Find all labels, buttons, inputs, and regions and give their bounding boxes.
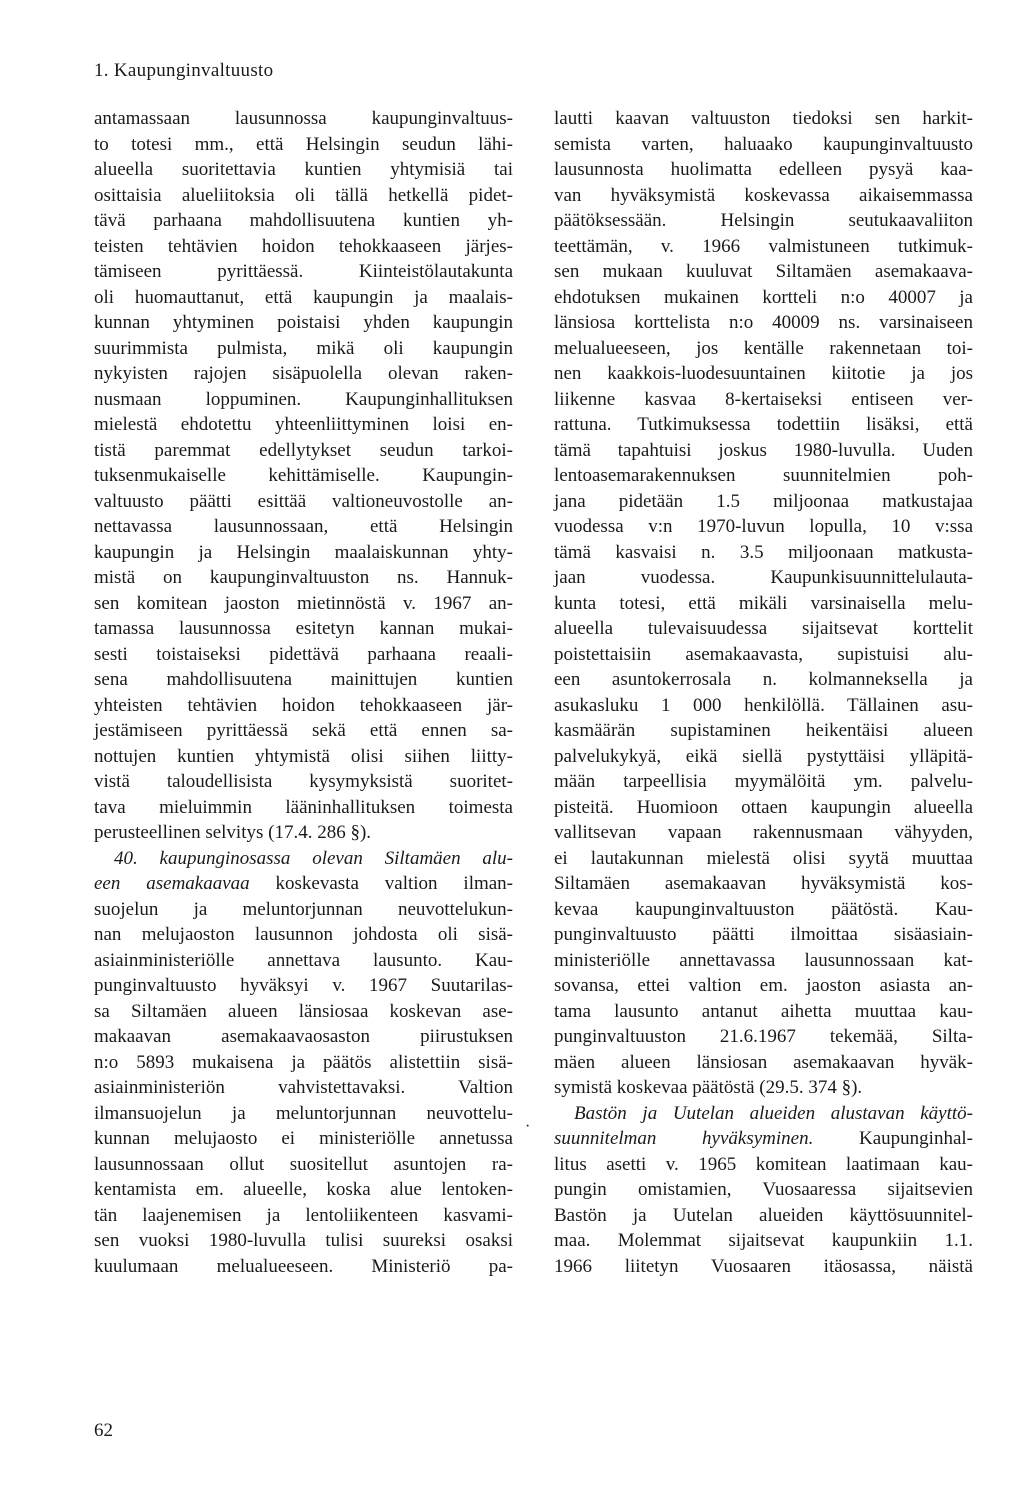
running-head: 1. Kaupunginvaltuusto	[94, 60, 274, 81]
section-number: 40.	[114, 847, 138, 869]
text-line: länsiosa korttelista n:o 40009 ns. varsinaiseen	[554, 312, 973, 333]
text-line: tämä kasvaisi n. 3.5 miljoonaan matkusta-	[554, 541, 973, 563]
text-line: tämä tapahtuisi joskus 1980-luvulla. Uuden	[554, 439, 973, 461]
text-line: mään tarpeellisia myymälöitä ym. palvelu-	[554, 771, 973, 792]
text-line: jaan vuodessa. Kaupunkisuunnittelulauta-	[554, 567, 973, 588]
text-line: sen vuoksi 1980-luvulla tulisi suureksi osaksi	[94, 1230, 513, 1251]
section-heading-line	[94, 846, 513, 872]
section-title: kaupunginosassa olevan Siltamäen alu-	[159, 847, 513, 869]
text-line: kasmäärän supistaminen heikentäisi alueen	[554, 720, 973, 741]
text-line: nykyisten rajojen sisäpuolella olevan raken-	[94, 363, 513, 384]
section-title: een asemakaavaa	[94, 873, 250, 894]
text-line: pisteitä. Huomioon ottaen kaupungin alueella	[554, 796, 973, 818]
text-line: nettavassa lausunnossaan, että Helsingin	[94, 516, 513, 537]
left-column	[94, 106, 513, 1279]
text-line: litus asetti v. 1965 komitean laatimaan kau-	[554, 1153, 973, 1175]
text-line: päätöksessään. Helsingin seutukaavaliiton	[554, 210, 973, 231]
text-line: ei lautakunnan mielestä olisi syytä muuttaa	[554, 847, 973, 869]
text-line: suurimmista pulmista, mikä oli kaupungin	[94, 337, 513, 359]
text-line: rattuna. Tutkimuksessa todettiin lisäksi, että	[554, 414, 973, 435]
text-line: palvelukykyä, eikä siellä pystyttäisi ylläpitä-	[554, 745, 973, 767]
text-line: nan melujaoston lausunnon johdosta oli sisä-	[94, 924, 513, 945]
text-line: kentamista em. alueelle, koska alue lentoken-	[94, 1179, 513, 1200]
text-line: liikenne kasvaa 8-kertaiseksi entiseen ver-	[554, 388, 973, 410]
text-line: tuksenmukaiselle kehittämiselle. Kaupungin-	[94, 465, 513, 486]
page-number: 62	[94, 1420, 113, 1441]
text-line: ehdotuksen mukainen kortteli n:o 40007 ja	[554, 286, 973, 308]
text-line: tistä paremmat edellytykset seudun tarkoi-	[94, 439, 513, 461]
text-line: mielestä ehdotettu yhteenliittyminen loisi en-	[94, 414, 513, 435]
text-line: sesti toistaiseksi pidettävä parhaana reaali-	[94, 643, 513, 665]
text-line: tava mieluimmin lääninhallituksen toimesta	[94, 796, 513, 818]
text-line: punginvaltuusto hyväksyi v. 1967 Suutarilas-	[94, 975, 513, 996]
text-line: vistä taloudellisista kysymyksistä suoritet-	[94, 771, 513, 792]
text-line: n:o 5893 mukaisena ja päätös alistettiin sisä-	[94, 1051, 513, 1073]
text-run: koskevasta valtion ilman-	[275, 873, 514, 894]
section-basto-uutela	[554, 1101, 973, 1280]
text-line: nusmaan loppuminen. Kaupunginhallituksen	[94, 388, 513, 410]
text-line: mistä on kaupunginvaltuuston ns. Hannuk-	[94, 567, 513, 588]
text-line: makaavan asemakaavaosaston piirustuksen	[94, 1026, 513, 1047]
text-line: pungin omistamien, Vuosaaressa sijaitsevien	[554, 1179, 973, 1200]
text-line: sovansa, ettei valtion em. jaoston asiasta an-	[554, 975, 973, 996]
text-line: maa. Molemmat sijaitsevat kaupunkiin 1.1.	[554, 1230, 973, 1251]
text-line: ministeriölle annettavassa lausunnossaan kat-	[554, 949, 973, 971]
text-line: lautti kaavan valtuuston tiedoksi sen harkit-	[554, 108, 973, 129]
text-line: Siltamäen asemakaavan hyväksymistä kos-	[554, 873, 973, 894]
text-line: kunnan yhtyminen poistaisi yhden kaupungin	[94, 312, 513, 333]
text-line: perusteellinen selvitys (17.4. 286 §).	[94, 822, 372, 843]
paragraph-continued	[94, 106, 513, 846]
text-line: jestämiseen pyrittäessä sekä että ennen sa-	[94, 720, 513, 741]
text-line: kunta totesi, että mikäli varsinaisella melu-	[554, 592, 973, 614]
text-line: ilmansuojelun ja meluntorjunnan neuvottelu-	[94, 1102, 513, 1124]
text-run: Kaupunginhal-	[859, 1128, 973, 1149]
text-line: asukasluku 1 000 henkilöllä. Tällainen asu-	[554, 694, 973, 716]
text-line: punginvaltuuston 21.6.1967 tekemää, Silta-	[554, 1026, 973, 1047]
text-line: alueella suoritettavia kuntien yhtymisiä tai	[94, 159, 513, 180]
text-line: nen kaakkois-luodesuuntainen kiitotie ja jos	[554, 363, 973, 384]
text-line: poistettaisiin asemakaavasta, supistuisi alu-	[554, 643, 973, 665]
margin-mark: ·	[525, 1118, 531, 1135]
section-title: suunnitelman hyväksyminen.	[554, 1128, 814, 1149]
text-line: tamassa lausunnossa esitetyn kannan mukai-	[94, 618, 513, 639]
text-line: sen komitean jaoston mietinnöstä v. 1967 an-	[94, 592, 513, 614]
text-line: symistä koskevaa päätöstä (29.5. 374 §).	[554, 1077, 863, 1098]
text-line: tämiseen pyrittäessä. Kiinteistölautakunta	[94, 261, 513, 282]
right-column	[554, 106, 973, 1279]
text-line: nottujen kuntien yhtymistä olisi siihen liitty-	[94, 745, 513, 767]
text-line: oli huomauttanut, että kaupungin ja maalais-	[94, 286, 513, 308]
text-line: asiainministeriölle annettava lausunto. Kau-	[94, 949, 513, 971]
section-heading-line	[554, 1101, 973, 1127]
paragraph-continued	[554, 106, 973, 1101]
text-line: teettämän, v. 1966 valmistuneen tutkimuk-	[554, 235, 973, 257]
text-line: valtuusto päätti esittää valtioneuvostolle an-	[94, 490, 513, 512]
section-heading-line	[94, 871, 513, 897]
text-line: jana pidetään 1.5 miljoonaa matkustajaa	[554, 490, 973, 512]
text-line: punginvaltuusto päätti ilmoittaa sisäasiain-	[554, 924, 973, 945]
text-line: een asuntokerrosala n. kolmanneksella ja	[554, 669, 973, 690]
text-line: van hyväksymistä koskevassa aikaisemmassa	[554, 184, 973, 206]
text-line: tävä parhaana mahdollisuutena kuntien yh-	[94, 210, 513, 231]
text-line: sena mahdollisuutena mainittujen kuntien	[94, 669, 513, 690]
text-line: vallitsevan vapaan rakennusmaan vähyyden,	[554, 822, 973, 843]
text-line: sen mukaan kuuluvat Siltamäen asemakaava-	[554, 261, 973, 282]
text-line: suojelun ja meluntorjunnan neuvottelukun-	[94, 898, 513, 920]
text-line: tama lausunto antanut aihetta muuttaa kau-	[554, 1000, 973, 1022]
text-line: teisten tehtävien hoidon tehokkaaseen järjes-	[94, 235, 513, 257]
text-line: yhteisten tehtävien hoidon tehokkaaseen jär-	[94, 694, 513, 716]
text-line: 1966 liitetyn Vuosaaren itäosassa, näistä	[554, 1255, 973, 1277]
text-line: alueella tulevaisuudessa sijaitsevat korttelit	[554, 618, 973, 639]
text-line: sa Siltamäen alueen länsiosaa koskevan ase-	[94, 1000, 513, 1022]
section-40	[94, 846, 513, 1280]
text-line: tän laajenemisen ja lentoliikenteen kasvami-	[94, 1204, 513, 1226]
text-line: osittaisia alueliitoksia oli tällä hetkellä pidet-	[94, 184, 513, 206]
text-line: lentoasemarakennuksen suunnitelmien poh-	[554, 465, 973, 486]
text-line: lausunnosta huolimatta edelleen pysyä kaa-	[554, 159, 973, 180]
text-line: to totesi mm., että Helsingin seudun lähi-	[94, 133, 513, 155]
text-line: melualueeseen, jos kentälle rakennetaan toi-	[554, 337, 973, 359]
text-line: lausunnossaan ollut suositellut asuntojen ra-	[94, 1153, 513, 1175]
text-line: semista varten, haluaako kaupunginvaltuusto	[554, 133, 973, 155]
text-line: antamassaan lausunnossa kaupunginvaltuus-	[94, 108, 513, 129]
text-line: kevaa kaupunginvaltuuston päätöstä. Kau-	[554, 898, 973, 920]
text-line: Bastön ja Uutelan alueiden käyttösuunnitel-	[554, 1204, 973, 1226]
text-line: kuulumaan melualueeseen. Ministeriö pa-	[94, 1255, 513, 1277]
section-title: Bastön ja Uutelan alueiden alustavan käyttö-	[574, 1102, 973, 1124]
text-line: kunnan melujaosto ei ministeriölle annetussa	[94, 1128, 513, 1149]
text-line: vuodessa v:n 1970-luvun lopulla, 10 v:ssa	[554, 516, 973, 537]
section-heading-line	[554, 1126, 973, 1152]
text-line: mäen alueen länsiosan asemakaavan hyväk-	[554, 1051, 973, 1073]
text-line: kaupungin ja Helsingin maalaiskunnan yhty-	[94, 541, 513, 563]
text-line: asiainministeriön vahvistettavaksi. Valtion	[94, 1077, 513, 1098]
